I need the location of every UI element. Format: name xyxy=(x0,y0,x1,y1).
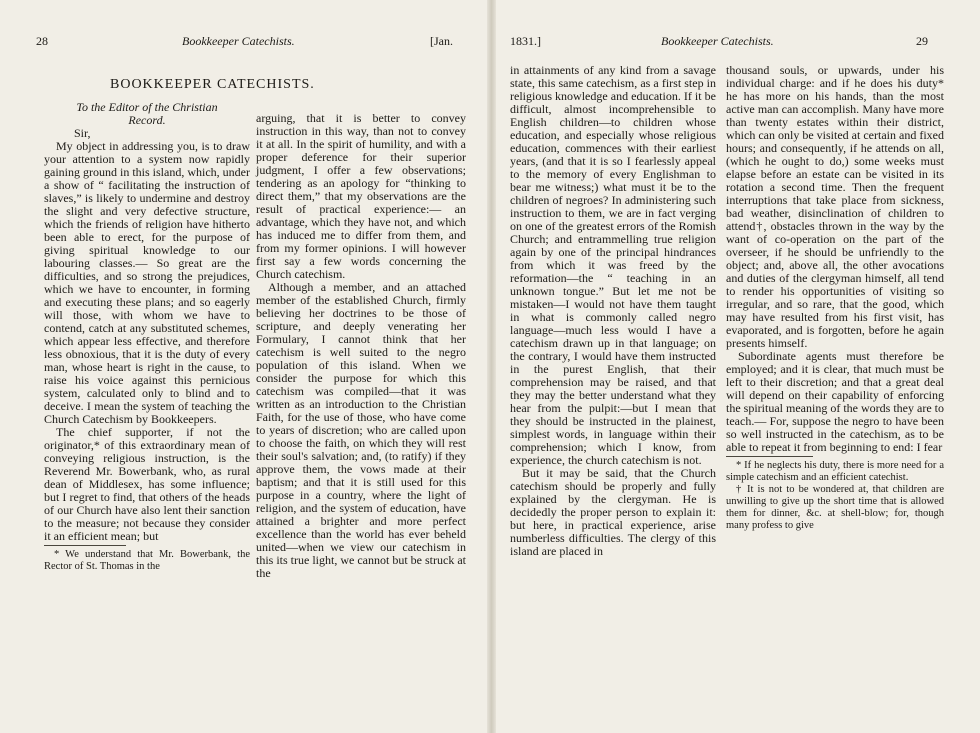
right-col1-paragraph: But it may be said, that the Church catechism should be properly and fully explained by the clergyman. He is decidedly the proper person to explain it: but here, in practical experience, arise numberless difficulties. The clergy of this island are placed in xyxy=(510,466,716,558)
right-col2-paragraph: thousand souls, or upwards, under his individual charge: and if he does his duty* he has more on his hands, than the most active man can accomplish. Many have more than twenty estates within their district, which can only be visited at certain and fixed hours; and consequently, if he attends on all, (which he ought to do,) some weeks must elapse before an estate can be visited in its rotation a second time. Then the frequent interruptions that take place from sickness, bad weather, disinclination of children to attend†, obstacles thrown in the way by the want of co-operation on the part of the overseer, if he should be unfriendly to the object; and, above all, the other avocations and duties of the clergyman himself, all tend to render his opportunities of visiting so irregular, and so rare, that the good, which may have resulted from his first visit, has evaporated, and is forgotten, before he again presents himself. xyxy=(726,63,944,350)
right-footnotes xyxy=(726,460,944,532)
right-running-title: Bookkeeper Catechists. xyxy=(661,34,774,48)
right-column-2 xyxy=(726,64,944,733)
right-running-head xyxy=(496,33,980,49)
left-col1-paragraph: My object in addressing you, is to draw your attention to a system now rapidly gaining ground in this island, which, under a show of “ facilitating the instruction of slaves,” is likely to undermine and destroy the slight and very defective structure, which the friends of religion have hitherto been able to erect, for the purpose of giving spiritual knowledge to our labouring classes.— So great are the difficulties, and so strong the prejudices, which we have to encounter, in forming and executing these plans; and so eagerly will those, with whom we have to contend, catch at any substituted schemes, which appear less effective, and therefore less obnoxious, that it is the duty of every man, whose heart is right in the cause, to raise his voice against this pernicious system, calculated only to blind and to deceive. I mean the system of teaching the Church Catechism by Bookkeepers. xyxy=(44,139,250,426)
footnote-rule xyxy=(44,545,126,546)
right-footnote: † It is not to be wondered at, that children are unwilling to give up the short time that is allowed them for dinner, &c. at shell-blow; for, though many profess to give xyxy=(726,484,944,531)
right-col1-paragraph: in attainments of any kind from a savage state, this same catechism, as a first step in religious knowledge and education. If it be difficult, almost incomprehensible to English children—to children whose education, and especially whose religious education, commences with their earliest years, (and that it is so I fearlessly appeal to the memory of every Englishman to bear me witness;) what must it be to the children of negroes? In administering such instruction to them, we are in fact verging on one of the greatest errors of the Romish Church; and entrammelling true religion again by one of the principal hindrances from which it was freed by the reformation—the “ teaching in an unknown tongue.” But let me not be mistaken—I would not have them taught in what is commonly called negro language—much less would I have a catechism drawn up in that language; on the contrary, I would have them instructed in the purest English, that their comprehension may be raised, and that they may the better understand what they hear from the pulpit:—but I mean that they should be instructed in the plainest, simplest words, in language within their comprehension; which I know, from experience, the church catechism is not. xyxy=(510,63,716,467)
address-line-1: To the Editor of the Christian xyxy=(76,100,218,114)
left-date-bracket: [Jan. xyxy=(430,34,453,48)
left-col2-paragraph: Although a member, and an attached member of the established Church, firmly believing her doctrines to be those of scripture, and deeply venerating her Formulary, I cannot think that her catechism is well suited to the negro population of this island. When we consider the purpose for which this catechism was compiled—that it was written as an introduction to the Christian Faith, for the use of those, who have come to years of discretion; who are called upon to choose the faith, on which they will rest their soul's salvation; and, (to ratify) if they approve them, the vows made at their baptism; and that it is still used for this purpose in a country, where the light of religion, and the system of education, have attained a brighter and more perfect excellence than the world has ever beheld united—when we view our catechism in this its true light, we cannot but be struck at the xyxy=(256,280,466,580)
left-running-head xyxy=(0,33,487,49)
right-footnote: * If he neglects his duty, there is more need for a simple catechism and an efficient catechist. xyxy=(726,460,944,483)
left-col2-paragraph: arguing, that it is better to convey instruction in this way, than not to convey it at all. In the spirit of humility, and with a proper deference for their superior judgment, I offer a few observations; tendering as an apology for “thinking to direct them,” that my observations are the result of practical experience:— an advantage, which they have not, and which has induced me to differ from them, and from my former opinions. I will however first say a few words concerning the Church catechism. xyxy=(256,111,466,281)
salutation: Sir, xyxy=(74,126,91,140)
book-gutter xyxy=(487,0,496,733)
address-line-2: Record. xyxy=(128,113,166,127)
left-column-1 xyxy=(44,64,315,733)
right-col2-paragraph: Subordinate agents must therefore be employed; and it is clear, that much must be left to their discretion; and that a great deal will depend on their capability of enforcing the spiritual meaning of the words they are to teach.— For, suppose the negro to have been so well instructed in the catechism, as to be able to repeat it from beginning to end: I fear xyxy=(726,349,944,454)
right-page-number: 29 xyxy=(916,34,928,48)
left-footnote: * We understand that Mr. Bowerbank, the Rector of St. Thomas in the xyxy=(44,549,250,572)
left-footnotes xyxy=(44,549,250,573)
footnote-rule xyxy=(726,456,813,457)
right-column-1 xyxy=(510,64,716,733)
left-column-2 xyxy=(256,112,466,733)
right-date-bracket: 1831.] xyxy=(510,34,541,48)
article-heading: BOOKKEEPER CATECHISTS. xyxy=(110,77,315,92)
left-page-number: 28 xyxy=(36,34,48,48)
left-running-title: Bookkeeper Catechists. xyxy=(182,34,295,48)
left-col1-paragraph: The chief supporter, if not the originator,* of this extraordinary mean of conveying religious instruction, is the Reverend Mr. Bowerbank, who, as rural dean of Middlesex, has some influence; but I regret to find, that others of the heads of our Church have also lent their sanction to the measure; not because they consider it an efficient mean; but xyxy=(44,425,250,543)
